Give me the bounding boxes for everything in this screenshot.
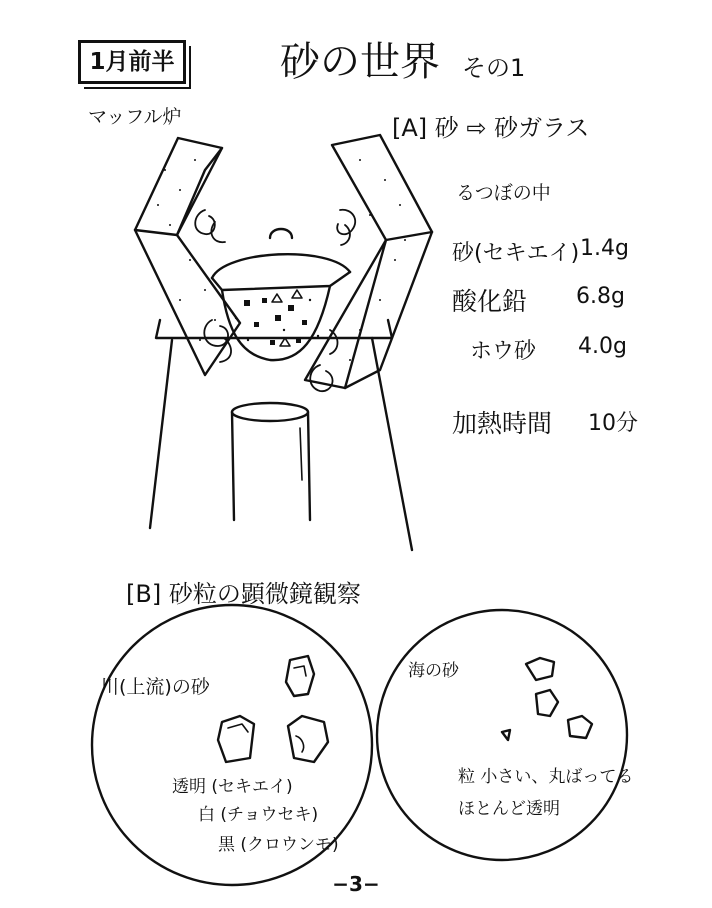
sea-note: 粒 小さい、丸ばってる [458,767,634,787]
section-a-title: [A] 砂 ⇨ 砂ガラス [392,114,590,142]
microscope-view-sea-drawing [377,610,627,860]
page-subtitle: その1 [462,54,526,82]
burner-pipe-drawing [232,403,310,520]
sea-note: ほとんど透明 [458,799,560,819]
river-sand-label: 川(上流)の砂 [100,676,210,698]
ingredient-name: 砂(セキエイ) [452,241,580,266]
furnace-left-door-drawing [135,138,240,375]
river-note: 透明 (セキエイ) [172,777,293,797]
heating-time-label: 加熱時間 [452,409,553,438]
ingredient-name: ホウ砂 [470,339,537,364]
page-title: 砂の世界 [280,39,440,85]
ingredient-amount: 4.0g [578,334,627,359]
ingredient-name: 酸化鉛 [452,287,528,316]
crucible-drawing [212,229,350,360]
page-number: −3− [332,872,380,896]
sea-sand-label: 海の砂 [408,661,459,681]
heating-time-value: 10分 [588,411,638,436]
river-note: 黒 (クロウンモ) [218,835,339,855]
heat-swirls-drawing [195,210,355,391]
ingredient-amount: 1.4g [580,236,629,261]
date-badge: 1月前半 [78,40,186,84]
furnace-stand-drawing [150,320,412,550]
ingredient-amount: 6.8g [576,284,625,309]
river-note: 白 (チョウセキ) [198,805,319,825]
section-b-title: [B] 砂粒の顕微鏡観察 [126,580,361,608]
furnace-right-door-drawing [305,135,432,388]
furnace-label: マッフル炉 [88,106,182,128]
crucible-heading: るつぼの中 [456,182,551,204]
